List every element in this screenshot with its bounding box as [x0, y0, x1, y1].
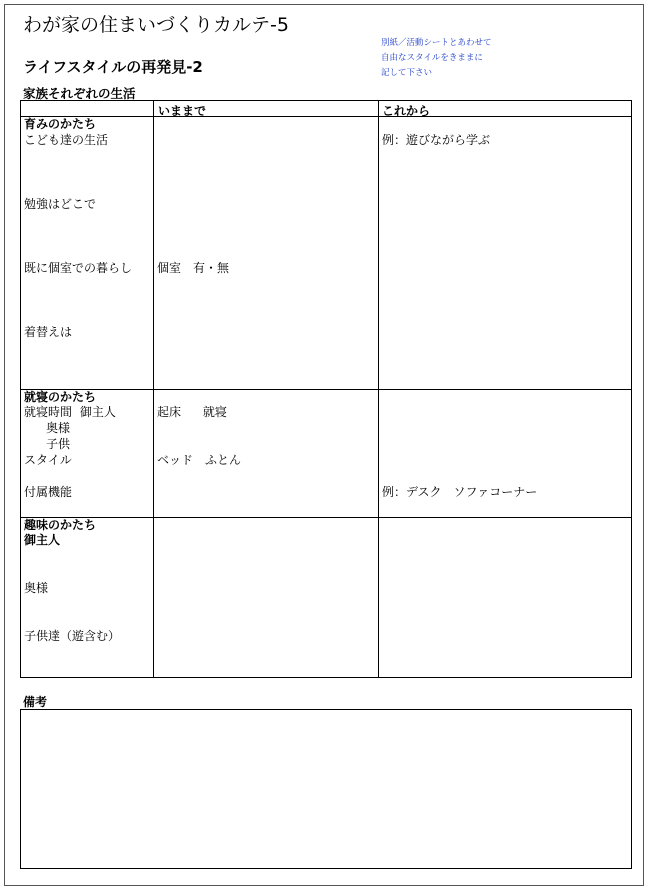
- hobby-heading: 趣味のかたち: [24, 518, 97, 532]
- instruction-note-line: 自由なスタイルをきままに: [381, 53, 483, 63]
- instruction-note-line: 記して下さい: [381, 68, 433, 78]
- section-heading: 家族それぞれの生活: [23, 86, 136, 101]
- remarks-label: 備考: [23, 695, 48, 709]
- page-subtitle: ライフスタイルの再発見-2: [23, 58, 203, 76]
- row-label-changing: 着替えは: [24, 325, 73, 339]
- row-label-children-life: こども達の生活: [24, 133, 109, 147]
- row-label-style: スタイル: [24, 453, 72, 467]
- private-room-now-value: 個室 有・無: [157, 261, 230, 275]
- remarks-field[interactable]: [20, 709, 632, 869]
- children-life-future-example: 例：遊びながら学ぶ: [382, 133, 491, 147]
- bedtime-label: 就寝時間: [24, 405, 73, 419]
- column-header-future: これから: [382, 104, 431, 118]
- header-divider: [21, 116, 631, 117]
- row-label-hobby-children: 子供達（遊含む）: [24, 629, 121, 643]
- sleeping-heading: 就寝のかたち: [24, 390, 97, 404]
- wake-label: 起床: [157, 405, 182, 419]
- instruction-note: [381, 36, 492, 81]
- row-label-wife: 奥様: [46, 421, 71, 435]
- row-label-bedtime: [24, 404, 116, 420]
- row-label-child: 子供: [46, 437, 71, 451]
- sleep-label: 就寝: [202, 405, 227, 419]
- style-now-value: ベッド ふとん: [157, 453, 242, 467]
- page-title: わが家の住まいづくりカルテ-5: [23, 14, 289, 36]
- lifestyle-table: [20, 100, 632, 678]
- wake-sleep-labels: [157, 404, 227, 420]
- row-divider: [21, 517, 631, 518]
- husband-label: 御主人: [79, 405, 116, 419]
- row-label-study: 勉強はどこで: [24, 197, 97, 211]
- accessories-future-example: 例：デスク ソファコーナー: [382, 485, 538, 499]
- row-divider: [21, 389, 631, 390]
- row-label-hobby-wife: 奥様: [24, 581, 49, 595]
- row-label-accessories: 付属機能: [24, 485, 73, 499]
- row-label-private-room: 既に個室での暮らし: [24, 261, 133, 275]
- upbringing-heading: 育みのかたち: [24, 117, 97, 131]
- column-header-now: いままで: [158, 104, 207, 118]
- instruction-note-line: 別紙／活動シートとあわせて: [381, 38, 492, 48]
- row-label-hobby-husband: 御主人: [24, 533, 61, 547]
